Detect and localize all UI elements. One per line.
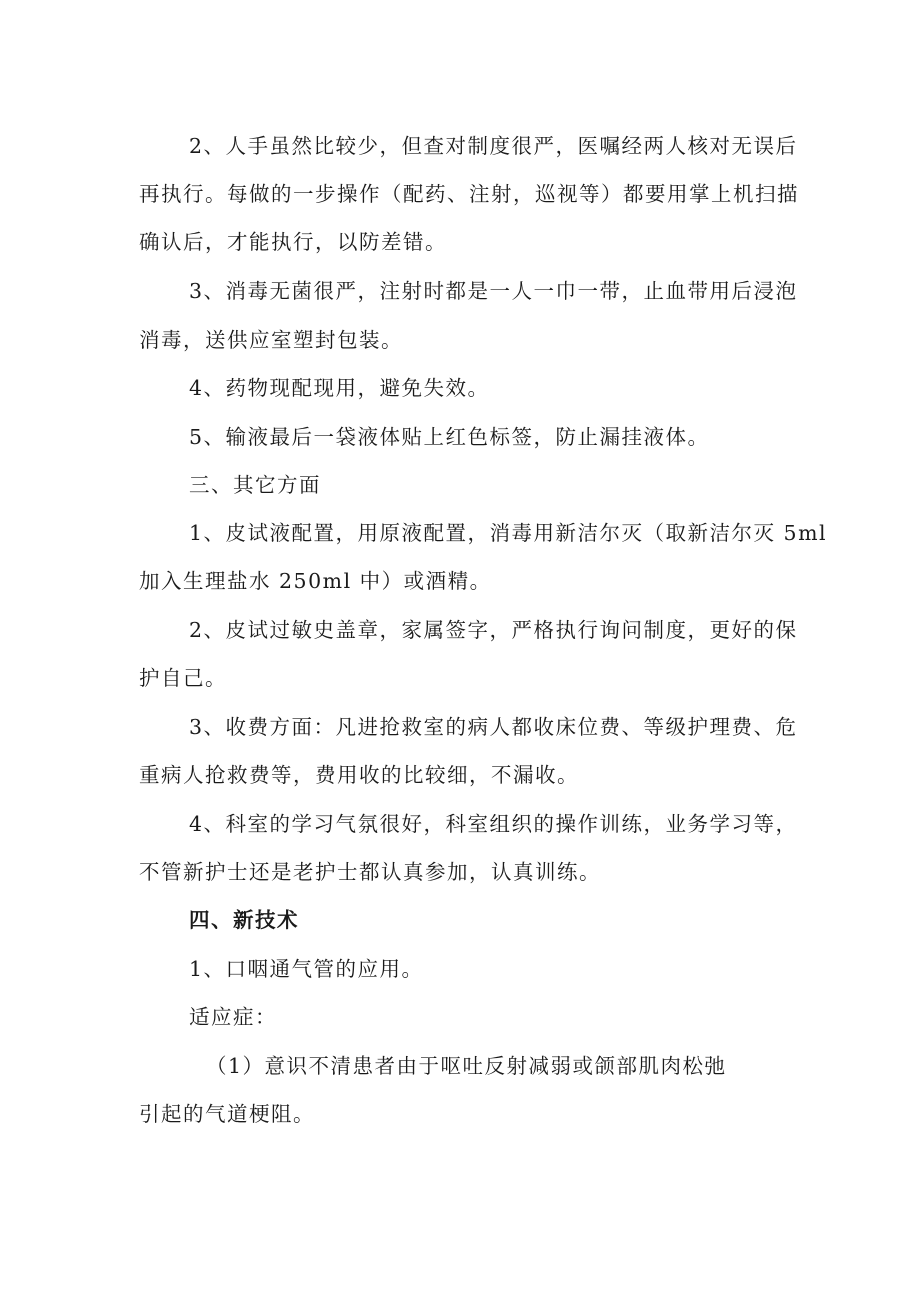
paragraph-line: 1、皮试液配置，用原液配置，消毒用新洁尔灭（取新洁尔灭 5ml <box>189 521 828 545</box>
paragraph-line: 4、药物现配现用，避免失效。 <box>189 376 490 400</box>
paragraph-line: 重病人抢救费等，费用收的比较细，不漏收。 <box>139 763 579 787</box>
paragraph-line: 1、口咽通气管的应用。 <box>189 957 424 981</box>
paragraph-line: 护自己。 <box>139 666 227 690</box>
paragraph-line: 适应症： <box>189 1005 277 1029</box>
paragraph-line: 消毒，送供应室塑封包装。 <box>139 328 403 352</box>
paragraph-line: 确认后，才能执行，以防差错。 <box>139 230 447 254</box>
paragraph-line: 5、输液最后一袋液体贴上红色标签，防止漏挂液体。 <box>189 425 710 449</box>
paragraph-line: 4、科室的学习气氛很好，科室组织的操作训练，业务学习等， <box>189 812 798 836</box>
paragraph-line: 不管新护士还是老护士都认真参加，认真训练。 <box>139 860 601 884</box>
section-heading: 四、新技术 <box>189 908 299 932</box>
paragraph-line: 2、皮试过敏史盖章，家属签字，严格执行询问制度，更好的保 <box>189 618 798 642</box>
paragraph-line: 引起的气道梗阻。 <box>139 1102 315 1126</box>
paragraph-line: 2、人手虽然比较少，但查对制度很严，医嘱经两人核对无误后 <box>189 134 798 158</box>
section-heading: 三、其它方面 <box>189 473 321 497</box>
paragraph-line: 3、消毒无菌很严，注射时都是一人一巾一带，止血带用后浸泡 <box>189 279 798 303</box>
paragraph-line: 3、收费方面：凡进抢救室的病人都收床位费、等级护理费、危 <box>189 715 798 739</box>
paragraph-line: （1）意识不清患者由于呕吐反射减弱或颌部肌肉松弛 <box>206 1054 727 1078</box>
paragraph-line: 再执行。每做的一步操作（配药、注射，巡视等）都要用掌上机扫描 <box>139 182 799 206</box>
paragraph-line: 加入生理盐水 250ml 中）或酒精。 <box>139 569 492 593</box>
